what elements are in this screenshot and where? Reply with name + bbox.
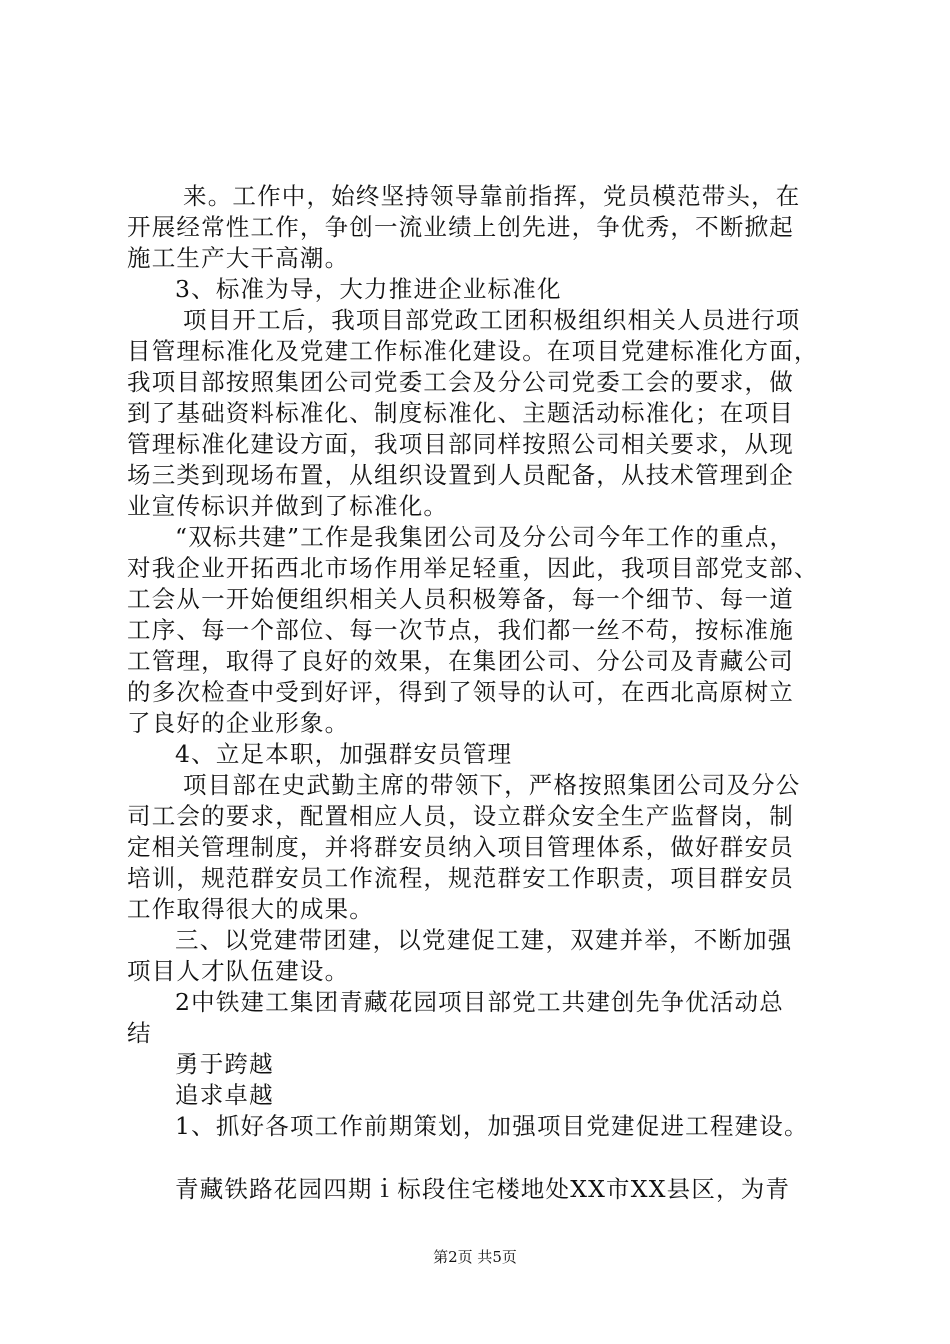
text-line: 项目部在史武勤主席的带领下，严格按照集团公司及分公: [183, 771, 801, 799]
section-heading-4: 4、立足本职，加强群安员管理: [175, 740, 513, 768]
text-line: 目管理标准化及党建工作标准化建设。在项目党建标准化方面，: [127, 337, 819, 365]
text-line: 开展经常性工作，争创一流业绩上创先进，争优秀，不断掀起: [127, 213, 794, 241]
text-line: 来。工作中，始终坚持领导靠前指挥，党员模范带头，在: [183, 182, 801, 210]
article-title-cont: 结: [127, 1019, 152, 1047]
text-line: 培训，规范群安员工作流程，规范群安工作职责，项目群安员: [127, 864, 794, 892]
text-line: 青藏铁路花园四期ｉ标段住宅楼地处XX市XX县区，为青: [175, 1175, 791, 1203]
text-line: 我项目部按照集团公司党委工会及分公司党委工会的要求，做: [127, 368, 794, 396]
text-line: 场三类到现场布置，从组织设置到人员配备，从技术管理到企: [127, 461, 794, 489]
text-line: 了良好的企业形象。: [127, 709, 350, 737]
section-heading-1: 1、抓好各项工作前期策划，加强项目党建促进工程建设。: [175, 1112, 809, 1140]
section-heading-3: 3、标准为导，大力推进企业标准化: [175, 275, 562, 303]
text-line: 管理标准化建设方面，我项目部同样按照公司相关要求，从现: [127, 430, 794, 458]
text-line: 的多次检查中受到好评，得到了领导的认可，在西北高原树立: [127, 678, 794, 706]
text-line: 定相关管理制度，并将群安员纳入项目管理体系，做好群安员: [127, 833, 794, 861]
text-line: 工作取得很大的成果。: [127, 895, 374, 923]
text-line: 业宣传标识并做到了标准化。: [127, 492, 449, 520]
text-line: 工序、每一个部位、每一次节点，我们都一丝不苟，按标准施: [127, 616, 794, 644]
subtitle-line: 追求卓越: [175, 1081, 274, 1109]
section-heading-three: 三、以党建带团建，以党建促工建，双建并举，不断加强: [175, 926, 793, 954]
page-footer: 第2页 共5页: [433, 1248, 517, 1266]
text-line: 对我企业开拓西北市场作用举足轻重，因此，我项目部党支部、: [127, 554, 819, 582]
text-line: 施工生产大干高潮。: [127, 244, 350, 272]
text-line: “双标共建”工作是我集团公司及分公司今年工作的重点，: [175, 523, 795, 551]
subtitle-line: 勇于跨越: [175, 1050, 274, 1078]
article-title: 2中铁建工集团青藏花园项目部党工共建创先争优活动总: [175, 988, 784, 1016]
text-line: 工管理，取得了良好的效果，在集团公司、分公司及青藏公司: [127, 647, 794, 675]
text-line: 工会从一开始便组织相关人员积极筹备，每一个细节、每一道: [127, 585, 794, 613]
text-line: 项目人才队伍建设。: [127, 957, 350, 985]
text-line: 项目开工后，我项目部党政工团积极组织相关人员进行项: [183, 306, 801, 334]
text-line: 司工会的要求，配置相应人员，设立群众安全生产监督岗，制: [127, 802, 794, 830]
text-line: 到了基础资料标准化、制度标准化、主题活动标准化；在项目: [127, 399, 794, 427]
